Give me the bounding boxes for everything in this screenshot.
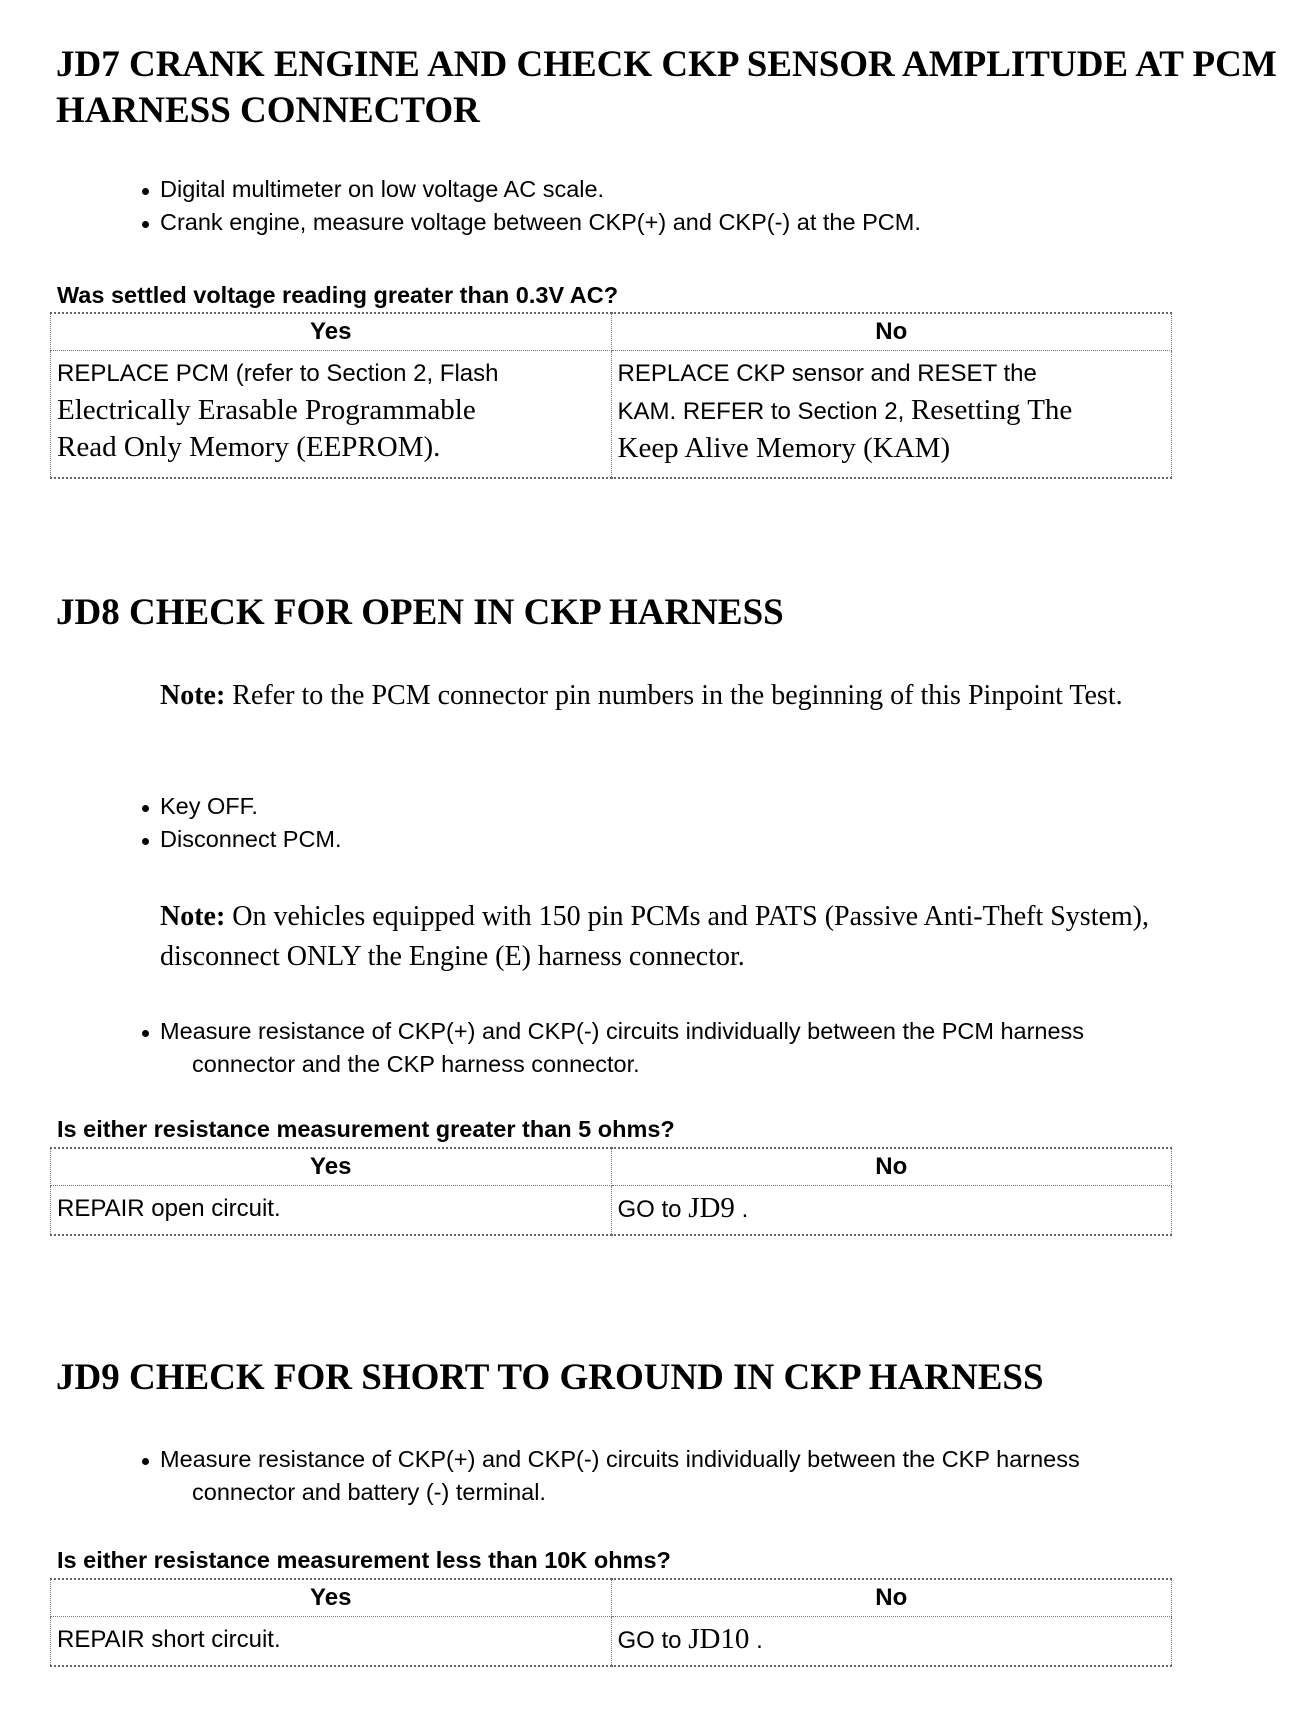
jd9-measure-list: [140, 1443, 1080, 1509]
list-item: Measure resistance of CKP(+) and CKP(-) circuits individually between the CKP harness connector and battery (-) terminal.: [140, 1443, 1080, 1509]
bullet-icon: [142, 838, 149, 845]
jd7-bullet-list: [140, 173, 921, 239]
jd8-result-table: [50, 1147, 1172, 1236]
list-item: Crank engine, measure voltage between CKP(+) and CKP(-) at the PCM.: [140, 206, 921, 239]
bullet-icon: [142, 1458, 149, 1465]
jd9-question: Is either resistance measurement less than 10K ohms?: [57, 1547, 671, 1573]
jd9-heading: JD9 CHECK FOR SHORT TO GROUND IN CKP HARNESS: [56, 1357, 1044, 1398]
list-item: Key OFF.: [140, 790, 342, 823]
jd8-measure-list: [140, 1015, 1084, 1081]
jd7-question: Was settled voltage reading greater than 0.3V AC?: [57, 282, 619, 308]
jd8-bullet-list: [140, 790, 342, 856]
jd9-no-cell: GO to JD10 .: [611, 1617, 1172, 1667]
jd7-yes-cell: REPLACE PCM (refer to Section 2, Flash Electrically Erasable Programmable Read Only Memory (EEPROM).: [51, 351, 612, 479]
jd9-link[interactable]: JD9: [688, 1192, 735, 1224]
kam-link[interactable]: Resetting The: [910, 394, 1073, 426]
no-header: No: [611, 1148, 1172, 1186]
jd9-result-table: [50, 1578, 1172, 1667]
no-header: No: [611, 1579, 1172, 1617]
jd9-yes-cell: REPAIR short circuit.: [51, 1617, 612, 1667]
bullet-icon: [142, 188, 149, 195]
bullet-icon: [142, 1030, 149, 1037]
yes-header: Yes: [51, 313, 612, 351]
jd8-question: Is either resistance measurement greater than 5 ohms?: [57, 1116, 675, 1142]
jd8-yes-cell: REPAIR open circuit.: [51, 1186, 612, 1236]
kam-link-cont[interactable]: Keep Alive Memory (KAM): [617, 432, 951, 464]
jd8-note-1: Note: Refer to the PCM connector pin numbers in the beginning of this Pinpoint Test.: [160, 680, 1123, 711]
list-item: Disconnect PCM.: [140, 823, 342, 856]
no-header: No: [611, 313, 1172, 351]
jd8-note-2: Note: On vehicles equipped with 150 pin PCMs and PATS (Passive Anti-Theft System), disconnect ONLY the Engine (E) harness connector.: [160, 901, 1150, 972]
jd10-link[interactable]: JD10: [688, 1623, 750, 1655]
bullet-icon: [142, 221, 149, 228]
jd8-heading: JD8 CHECK FOR OPEN IN CKP HARNESS: [56, 592, 784, 633]
bullet-icon: [142, 805, 149, 812]
list-item: Digital multimeter on low voltage AC scale.: [140, 173, 921, 206]
yes-header: Yes: [51, 1148, 612, 1186]
jd7-no-cell: REPLACE CKP sensor and RESET the KAM. REFER to Section 2, Resetting The Keep Alive Memory (KAM): [611, 351, 1172, 479]
jd7-result-table: [50, 312, 1172, 479]
jd7-heading: JD7 CRANK ENGINE AND CHECK CKP SENSOR AMPLITUDE AT PCM HARNESS CONNECTOR: [56, 44, 1277, 131]
list-item: Measure resistance of CKP(+) and CKP(-) circuits individually between the PCM harness connector and the CKP harness connector.: [140, 1015, 1084, 1081]
jd8-no-cell: GO to JD9 .: [611, 1186, 1172, 1236]
yes-header: Yes: [51, 1579, 612, 1617]
